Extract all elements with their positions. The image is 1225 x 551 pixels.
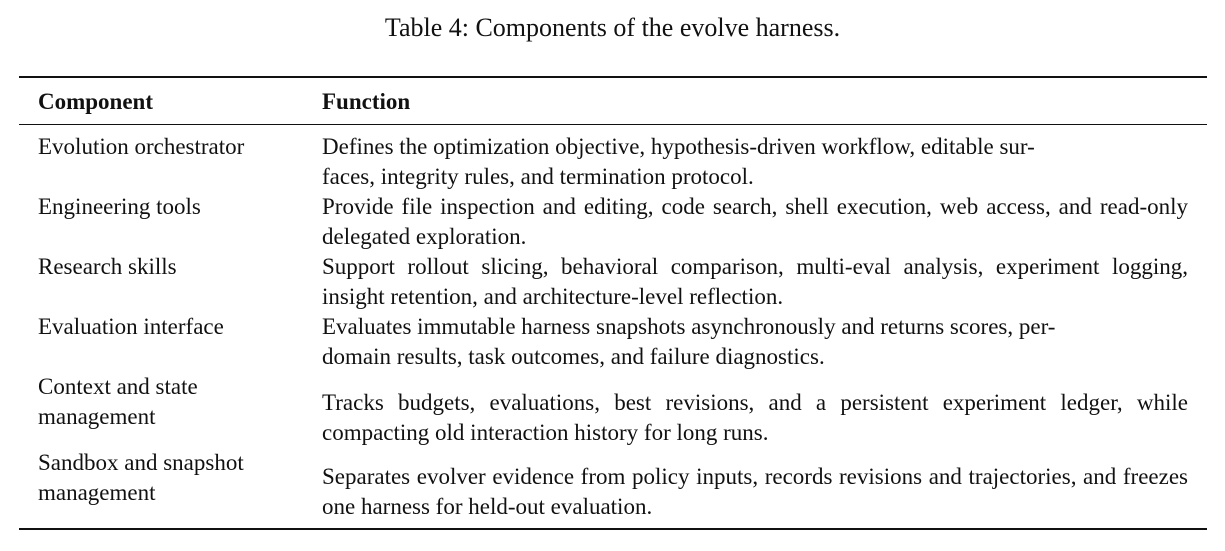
column-header-component: Component xyxy=(38,89,154,114)
table-bottom-rule xyxy=(19,528,1207,530)
table-header-rule xyxy=(19,124,1207,125)
component-cell: Sandbox and snapshot management xyxy=(38,450,244,505)
function-cell: Support rollout slicing, behavioral comparison, multi-eval analysis, experiment logging, insight retention, and architecture-level reflection. xyxy=(322,254,1188,309)
column-header-function: Function xyxy=(322,89,411,114)
component-cell: Context and state management xyxy=(38,374,198,429)
component-cell: Engineering tools xyxy=(38,194,201,219)
function-cell: Evaluates immutable harness snapshots asynchronously and returns scores, per- domain results, task outcomes, and failure diagnostics. xyxy=(322,314,1056,369)
component-cell: Evolution orchestrator xyxy=(38,134,245,159)
table-header-row xyxy=(0,87,1225,117)
function-cell: Defines the optimization objective, hypothesis-driven workflow, editable sur- faces, integrity rules, and termination protocol. xyxy=(322,134,1035,189)
function-cell: Separates evolver evidence from policy inputs, records revisions and trajectories, and freezes one harness for held-out evaluation. xyxy=(322,464,1188,519)
component-cell: Research skills xyxy=(38,254,177,279)
table-caption: Table 4: Components of the evolve harness. xyxy=(384,13,841,42)
function-cell: Tracks budgets, evaluations, best revisions, and a persistent experiment ledger, while compacting old interaction history for long runs. xyxy=(322,390,1188,445)
component-cell: Evaluation interface xyxy=(38,314,224,339)
table-top-rule xyxy=(19,76,1207,78)
function-cell: Provide file inspection and editing, code search, shell execution, web access, and read-only delegated exploration. xyxy=(322,194,1188,249)
